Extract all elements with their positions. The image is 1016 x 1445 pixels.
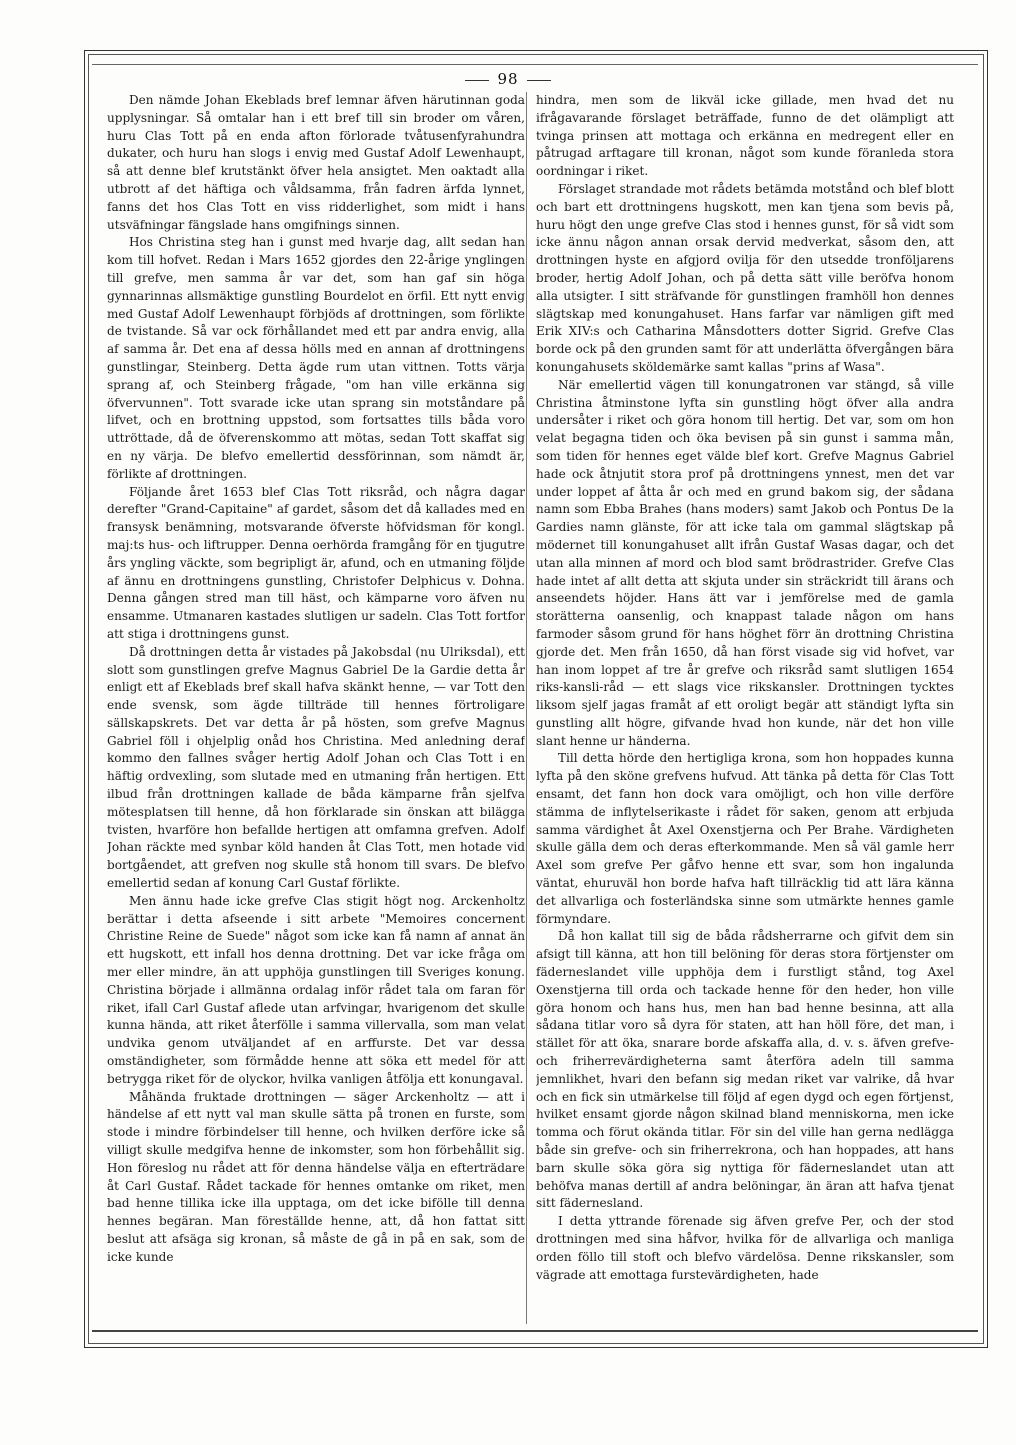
paragraph: Då hon kallat till sig de båda rådsherrarne och gifvit dem sin afsigt till känna, att hon till belöning för deras stora förtjenster om fäderneslandet ville upphöja dem i furstligt stånd, tog Axel Oxenstjerna till orda och tackade henne för den heder, hon ville göra honom och hans hus, men han bad henne besinna, att alla sådana titlar voro så dyra för staten, att han höll före, det man, i stället för att öka, snarare borde afskaffa alla, d. v. s. äfven grefve- och friherrevärdigheterna samt återföra adeln till samma jemnlikhet, hvari den befann sig medan riket var valrike, då hvar och en fick sin utmärkelse till följd af egen dygd och egen förtjenst, hvilket ensamt gjorde någon skilnad bland menniskorna, men icke tomma och förut okända titlar. För sin del ville han gerna nedlägga både sin grefve- och sin friherrekrona, och han hoppades, att hans barn skulle söka göra sig nyttiga för fäderneslandet utan att behöfva manas dertill af andra belöningar, än äran att hafva tjenat sitt fädernesland.: [536, 929, 954, 1211]
right-column: [536, 92, 954, 1324]
page-number-header: [0, 70, 1016, 88]
paragraph: Då drottningen detta år vistades på Jakobsdal (nu Ulriksdal), ett slott som gunstlingen grefve Magnus Gabriel De la Gardie detta år enligt ett af Ekeblads bref skall hafva skänkt henne, — var Tott den ende svensk, som ägde tillträde till hennes förtroligare sällskapskrets. Det var detta år på hösten, som grefve Magnus Gabriel föll i ohjelplig onåd hos Christina. Med anledning deraf kommo den fallnes svåger hertig Adolf Johan och Clas Tott i en häftig ordvexling, som slutade med en utmaning från hertigen. Ett ilbud från drottningen kallade de båda kämparne från sjelfva mötesplatsen till henne, då hon förklarade sin önskan att bilägga tvisten, hvarföre hon befallde hertigen att omfamna grefven. Adolf Johan räckte med synbar köld handen åt Clas Tott, men hotade vid bortgåendet, att grefven nog skulle stå honom till svars. De blefvo emellertid sedan af konung Carl Gustaf förlikte.: [107, 644, 525, 891]
page-number-dash-right: [527, 80, 551, 81]
header-rule: [92, 64, 978, 65]
page-number-dash-left: [465, 80, 489, 81]
left-column: [107, 92, 525, 1324]
paragraph: När emellertid vägen till konungatronen var stängd, så ville Christina åtminstone lyfta sin gunstling högt öfver alla andra undersåter i riket och göra honom till hertig. Det var, som om hon velat begagna tiden och öka bevisen på sin gunst i samma mån, som tiden för hennes eget välde blef kort. Grefve Magnus Gabriel hade ock åtnjutit stora prof på drottningens ynnest, men det var under loppet af åtta år och med en grund bakom sig, der sådana namn som Ebba Brahes (hans moders) samt Jakob och Pontus De la Gardies namn glänste, för att icke tala om gammal slägtskap på mödernet till konungahuset allt ifrån Gustaf Wasas dagar, och det utan alla minnen af mord och blod samt brödrastrider. Grefve Clas hade intet af allt detta att skjuta under sin sträckridt till ärans och anseendets höjder. Hans ätt var i jemförelse med de gamla storätterna oansenlig, och knappast talade någon om hans farmoder såsom grund för hans höghet förr än drottning Christina gjorde det. Men från 1650, då han först visade sig vid hofvet, var han inom loppet af tre år grefve och riksråd samt slutligen 1654 riks-kansli-råd — ett slags vice rikskansler. Drottningen tycktes liksom sjelf jagas framåt af ett oroligt begär att ständigt lyfta sin gunstling allt högre, gifvande hvad hon kunde, när det hon ville slant henne ur händerna.: [536, 377, 954, 748]
paragraph: Till detta hörde den hertigliga krona, som hon hoppades kunna lyfta på den sköne grefvens hufvud. Att tänka på detta för Clas Tott ensamt, det fann hon dock vara omöjligt, och hon ville derföre stämma de inflytelserikaste i rådet för saken, genom att erbjuda samma värdighet åt Axel Oxenstjerna och Per Brahe. Värdigheten skulle gälla dem och deras efterkommande. Men så väl gamle herr Axel som grefve Per gåfvo henne ett svar, som hon ingalunda väntat, ehuruväl hon borde hafva haft tillräcklig tid att lära känna det allvarliga och fosterländska sinne som utmärkte hennes gamle förmyndare.: [536, 751, 954, 926]
column-divider: [526, 92, 527, 1324]
paragraph: Den nämde Johan Ekeblads bref lemnar äfven härutinnan goda upplysningar. Så omtalar han i ett bref till sin broder om våren, huru Clas Tott på en enda afton förlorade tvåtusenfyrahundra dukater, och huru han slogs i envig med Gustaf Adolf Lewenhaupt, så att denne blef krutstänkt öfver hela ansigtet. Men oaktadt alla utbrott af det häftiga och våldsamma, från fadren ärfda lynnet, fanns det hos Clas Tott en viss ridderlighet, som midt i hans utsväfningar fängslade hans omgifnings sinnen.: [107, 93, 525, 232]
paragraph: Förslaget strandade mot rådets betämda motstånd och blef blott och bart ett drottningens hugskott, men kan tjena som bevis på, huru högt den unge grefve Clas stod i hennes gunst, för så vidt som icke ännu någon annan orsak dervid medverkat, såsom den, att drottningen hyste en afgjord ovilja för den utsedde tronföljarens broder, hertig Adolf Johan, och på detta sätt ville beröfva honom alla utsigter. I sitt sträfvande för gunstlingen framhöll hon dennes slägtskap med konungahuset. Hans farfar var nämligen gift med Erik XIV:s och Catharina Månsdotters dotter Sigrid. Grefve Clas borde ock på den grunden samt för att underlätta öfvergången bära konungahusets sköldemärke samt kallas "prins af Wasa".: [536, 181, 954, 374]
paragraph: I detta yttrande förenade sig äfven grefve Per, och der stod drottningen med sina håfvor, hvilka för de allvarliga och manliga orden föllo till stoft och blefvo värdelösa. Denne rikskansler, som vägrade att emottaga furstevärdigheten, hade: [536, 1214, 954, 1282]
paragraph: Hos Christina steg han i gunst med hvarje dag, allt sedan han kom till hofvet. Redan i Mars 1652 gjordes den 22-årige ynglingen till grefve, men samma år var det, som han gaf sin höga gynnarinnas allsmäktige gunstling Bourdelot en örfil. Ett nytt envig med Gustaf Adolf Lewenhaupt förbjöds af drottningen, som förlikte de tvistande. Så var ock förhållandet med ett par andra envig, alla af samma år. Det ena af dessa hölls med en annan af drottningens gunstlingar, Steinberg. Detta ägde rum utan vittnen. Totts värja sprang af, och Steinberg frågade, "om han ville erkänna sig öfvervunnen". Tott svarade icke utan sprang sin motståndare på lifvet, och en brottning uppstod, som fortsattes tills båda voro uttröttade, då de öfverenskommo att mötas, sedan Tott skaffat sig en ny värja. De blefvo emellertid dessförinnan, som nämdt är, förlikte af drottningen.: [107, 235, 525, 481]
footer-rule: [92, 1330, 978, 1332]
paragraph: Måhända fruktade drottningen — säger Arckenholtz — att i händelse af ett nytt val man skulle sätta på tronen en furste, som stode i mindre förbindelser till henne, och hvilken derföre icke så villigt skulle medgifva henne de inkomster, som hon förbehållit sig. Hon föreslog nu rådet att för denna händelse välja en efterträdare åt Carl Gustaf. Rådet tackade för hennes omtanke om riket, men bad henne tillika icke illa upptaga, om det icke bifölle till denna hennes begäran. Man föreställde henne, att, då hon fattat sitt beslut att afsäga sig kronan, så måste de gå in på en sak, som de icke kunde: [107, 1089, 525, 1264]
paragraph-continued: hindra, men som de likväl icke gillade, men hvad det nu ifrågavarande förslaget beträffade, funno de det olämpligt att tvinga prinsen att mottaga och erkänna en medregent eller en påtrugad arftagare till kronan, något som kunde föranleda stora oordningar i riket.: [536, 93, 954, 179]
paragraph: Men ännu hade icke grefve Clas stigit högt nog. Arckenholtz berättar i detta afseende i sitt arbete "Memoires concernent Christine Reine de Suede" något som icke kan få namn af annat än ett hugskott, ett infall hos denna drottning. Det var icke fråga om mer eller mindre, än att upphöja gunstlingen till Sveriges konung. Christina började i allmänna ordalag inför rådet tala om faran för riket, ifall Carl Gustaf aflede utan arfvingar, hvarigenom det skulle kunna hända, att riket återfölle i samma villervalla, som man velat undvika genom utväljandet af en arffurste. Det var dessa omständigheter, som förmådde henne att söka ett medel för att betrygga riket för de olyckor, hvilka vanligen åtfölja ett konungaval.: [107, 893, 525, 1086]
page-number: 98: [497, 70, 519, 88]
paragraph: Följande året 1653 blef Clas Tott riksråd, och några dagar derefter "Grand-Capitaine" af gardet, såsom det då kallades med en fransysk benämning, motsvarande öfverste höfvidsman för kongl. maj:ts hus- och liftrupper. Denna oerhörda framgång för en tjugutre års yngling väckte, som begripligt är, afund, och en utmaning följde af ännu en drottningens gunstling, Christofer Delphicus v. Dohna. Denna gången stred man till häst, och kämparne voro äfven nu ensamme. Utmanaren kastades slutligen ur sadeln. Clas Tott fortfor att stiga i drottningens gunst.: [107, 484, 525, 641]
